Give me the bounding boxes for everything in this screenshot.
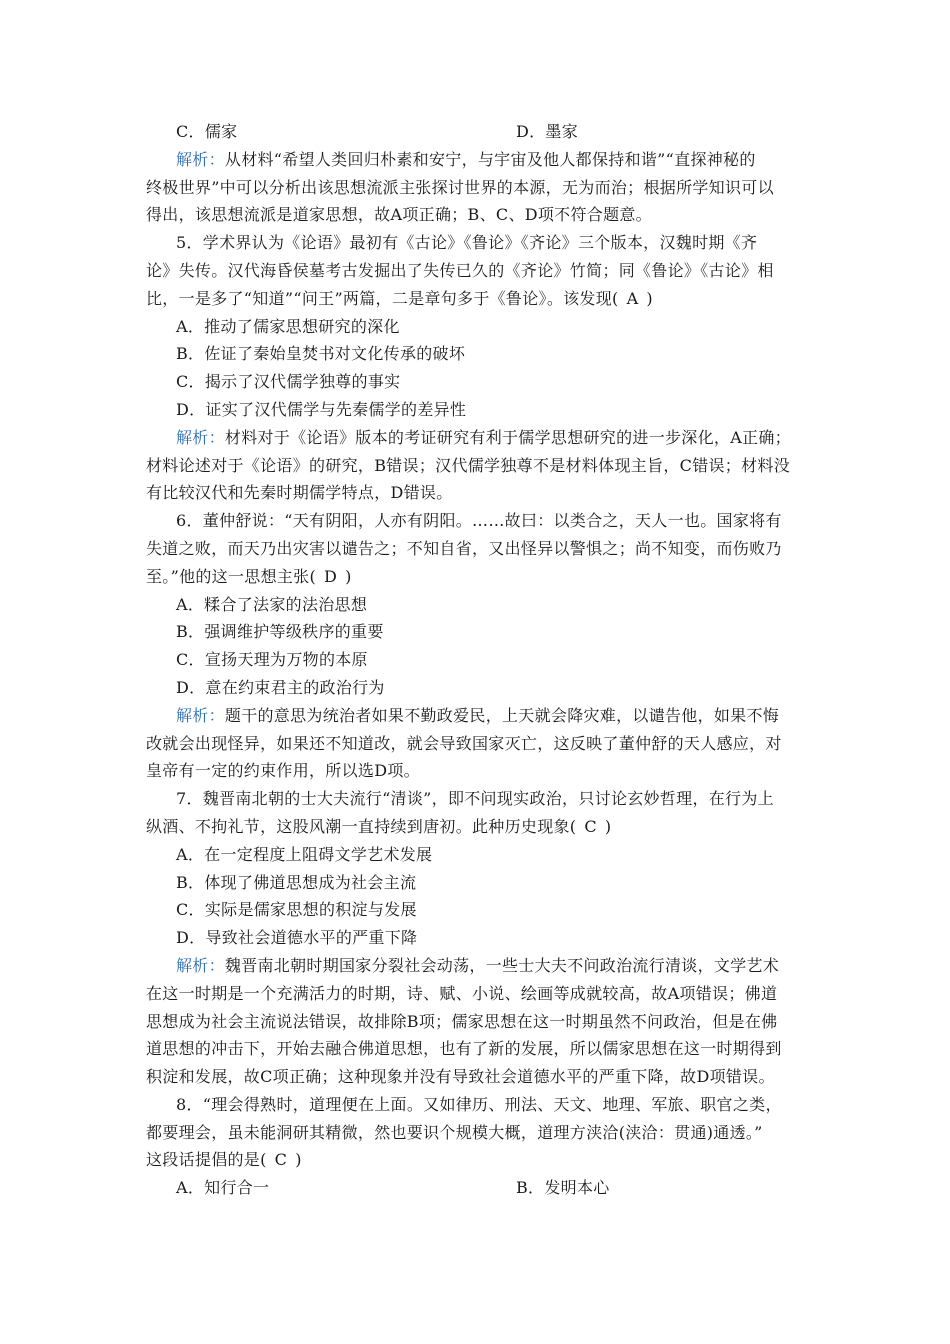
q8-options-row: [146, 1174, 810, 1202]
analysis-text: 材料对于《论语》版本的考证研究有利于儒学思想研究的进一步深化，A正确；: [224, 427, 791, 447]
q4-option-d: D．墨家: [516, 122, 579, 141]
q5-stem-line: 5．学术界认为《论语》最初有《古论》《鲁论》《齐论》三个版本，汉魏时期《齐: [176, 233, 758, 253]
q5-answer: A: [626, 288, 639, 308]
analysis-label: 解析：: [176, 149, 225, 169]
q8-stem-line: 都要理会，虽未能洞研其精微，然也要识个规模大概，道理方浃洽(浃洽：贯通)通透。”: [146, 1122, 763, 1142]
q4-option-c: C．儒家: [176, 122, 238, 141]
q8-option-a: A．知行合一: [176, 1178, 270, 1198]
q7-answer: C: [584, 816, 597, 836]
q8-answer: C: [274, 1150, 288, 1170]
q7-stem-line: 7．魏晋南北朝的士大夫流行“清谈”，即不问现实政治，只讨论玄妙哲理，在行为上: [176, 789, 774, 809]
q7-option-b: B．体现了佛道思想成为社会主流: [176, 872, 417, 892]
q5-analysis-line: [146, 424, 810, 452]
q5-option-d: D．证实了汉代儒学与先秦儒学的差异性: [176, 399, 467, 419]
q6-analysis-line: 皇帝有一定的约束作用，所以选D项。: [146, 761, 420, 781]
q7-option-d: D．导致社会道德水平的严重下降: [176, 928, 418, 948]
q5-option-a: A．推动了儒家思想研究的深化: [176, 316, 400, 336]
analysis-label: 解析：: [176, 427, 225, 447]
q8-stem-line: 8．“理会得熟时，道理便在上面。又如律历、刑法、天文、地理、军旅、职官之类，: [176, 1094, 782, 1114]
q7-option-c: C．实际是儒家思想的积淀与发展: [176, 900, 417, 920]
q7-stem-line: 纵酒、不拘礼节，这股风潮一直持续到唐初。此种历史现象( C ): [146, 816, 612, 836]
q5-option-b: B．佐证了秦始皇焚书对文化传承的破坏: [176, 344, 466, 364]
document-page: [146, 118, 810, 1202]
q6-analysis-line: 改就会出现怪异，如果还不知道改，就会导致国家灭亡，这反映了董仲舒的天人感应，对: [146, 733, 782, 753]
q7-analysis-line: 道思想的冲击下，开始去融合佛道思想，也有了新的发展，所以儒家思想在这一时期得到: [146, 1039, 782, 1059]
q8-stem-line: 这段话提倡的是( C ): [146, 1150, 302, 1170]
q5-analysis-line: 材料论述对于《论语》的研究，B错误；汉代儒学独尊不是材料体现主旨，C错误；材料没: [146, 455, 791, 475]
q7-analysis-line: 在这一时期是一个充满活力的时期，诗、赋、小说、绘画等成就较高，故A项错误；佛道: [146, 983, 778, 1003]
analysis-text: 从材料“希望人类回归朴素和安宁，与宇宙及他人都保持和谐”“直探神秘的: [224, 149, 756, 169]
q6-option-c: C．宣扬天理为万物的本原: [176, 650, 368, 670]
q7-analysis-line: [146, 952, 810, 980]
q5-analysis-line: 有比较汉代和先秦时期儒学特点，D错误。: [146, 483, 453, 503]
q5-option-c: C．揭示了汉代儒学独尊的事实: [176, 372, 401, 392]
analysis-label: 解析：: [176, 955, 225, 975]
q6-stem-line: 至。”他的这一思想主张( D ): [146, 566, 352, 586]
q6-answer: D: [324, 566, 338, 586]
q5-stem-line: 比，一是多了“知道”“问王”两篇，二是章句多于《鲁论》。该发现( A ): [146, 288, 653, 308]
q8-option-b: B．发明本心: [516, 1178, 610, 1198]
q7-analysis-line: 积淀和发展，故C项正确；这种现象并没有导致社会道德水平的严重下降，故D项错误。: [146, 1067, 775, 1087]
q6-analysis-line: [146, 702, 810, 730]
q6-option-b: B．强调维护等级秩序的重要: [176, 622, 384, 642]
q7-analysis-line: 思想成为社会主流说法错误，故排除B项；儒家思想在这一时期虽然不问政治，但是在佛: [146, 1011, 778, 1031]
q4-analysis-line: [146, 146, 810, 174]
q4-analysis-line: 得出，该思想流派是道家思想，故A项正确；B、C、D项不符合题意。: [146, 205, 652, 225]
analysis-label: 解析：: [176, 705, 225, 725]
q6-stem-line: 6．董仲舒说：“天有阴阳，人亦有阴阳。……故曰：以类合之，天人一也。国家将有: [176, 511, 782, 531]
q6-option-d: D．意在约束君主的政治行为: [176, 677, 385, 697]
q4-options-row: [146, 118, 810, 146]
analysis-text: 题干的意思为统治者如果不勤政爱民，上天就会降灾难，以谴告他，如果不悔: [224, 705, 780, 725]
analysis-text: 魏晋南北朝时期国家分裂社会动荡，一些士大夫不问政治流行清谈，文学艺术: [224, 955, 780, 975]
q6-stem-line: 失道之败，而天乃出灾害以谴告之；不知自省，又出怪异以警惧之；尚不知变，而伤败乃: [146, 538, 782, 558]
q6-option-a: A．糅合了法家的法治思想: [176, 594, 368, 614]
q5-stem-line: 论》失传。汉代海昏侯墓考古发掘出了失传已久的《齐论》竹简；同《鲁论》《古论》相: [146, 260, 774, 280]
q4-analysis-line: 终极世界”中可以分析出该思想流派主张探讨世界的本源，无为而治；根据所学知识可以: [146, 177, 774, 197]
q7-option-a: A．在一定程度上阻碍文学艺术发展: [176, 844, 433, 864]
